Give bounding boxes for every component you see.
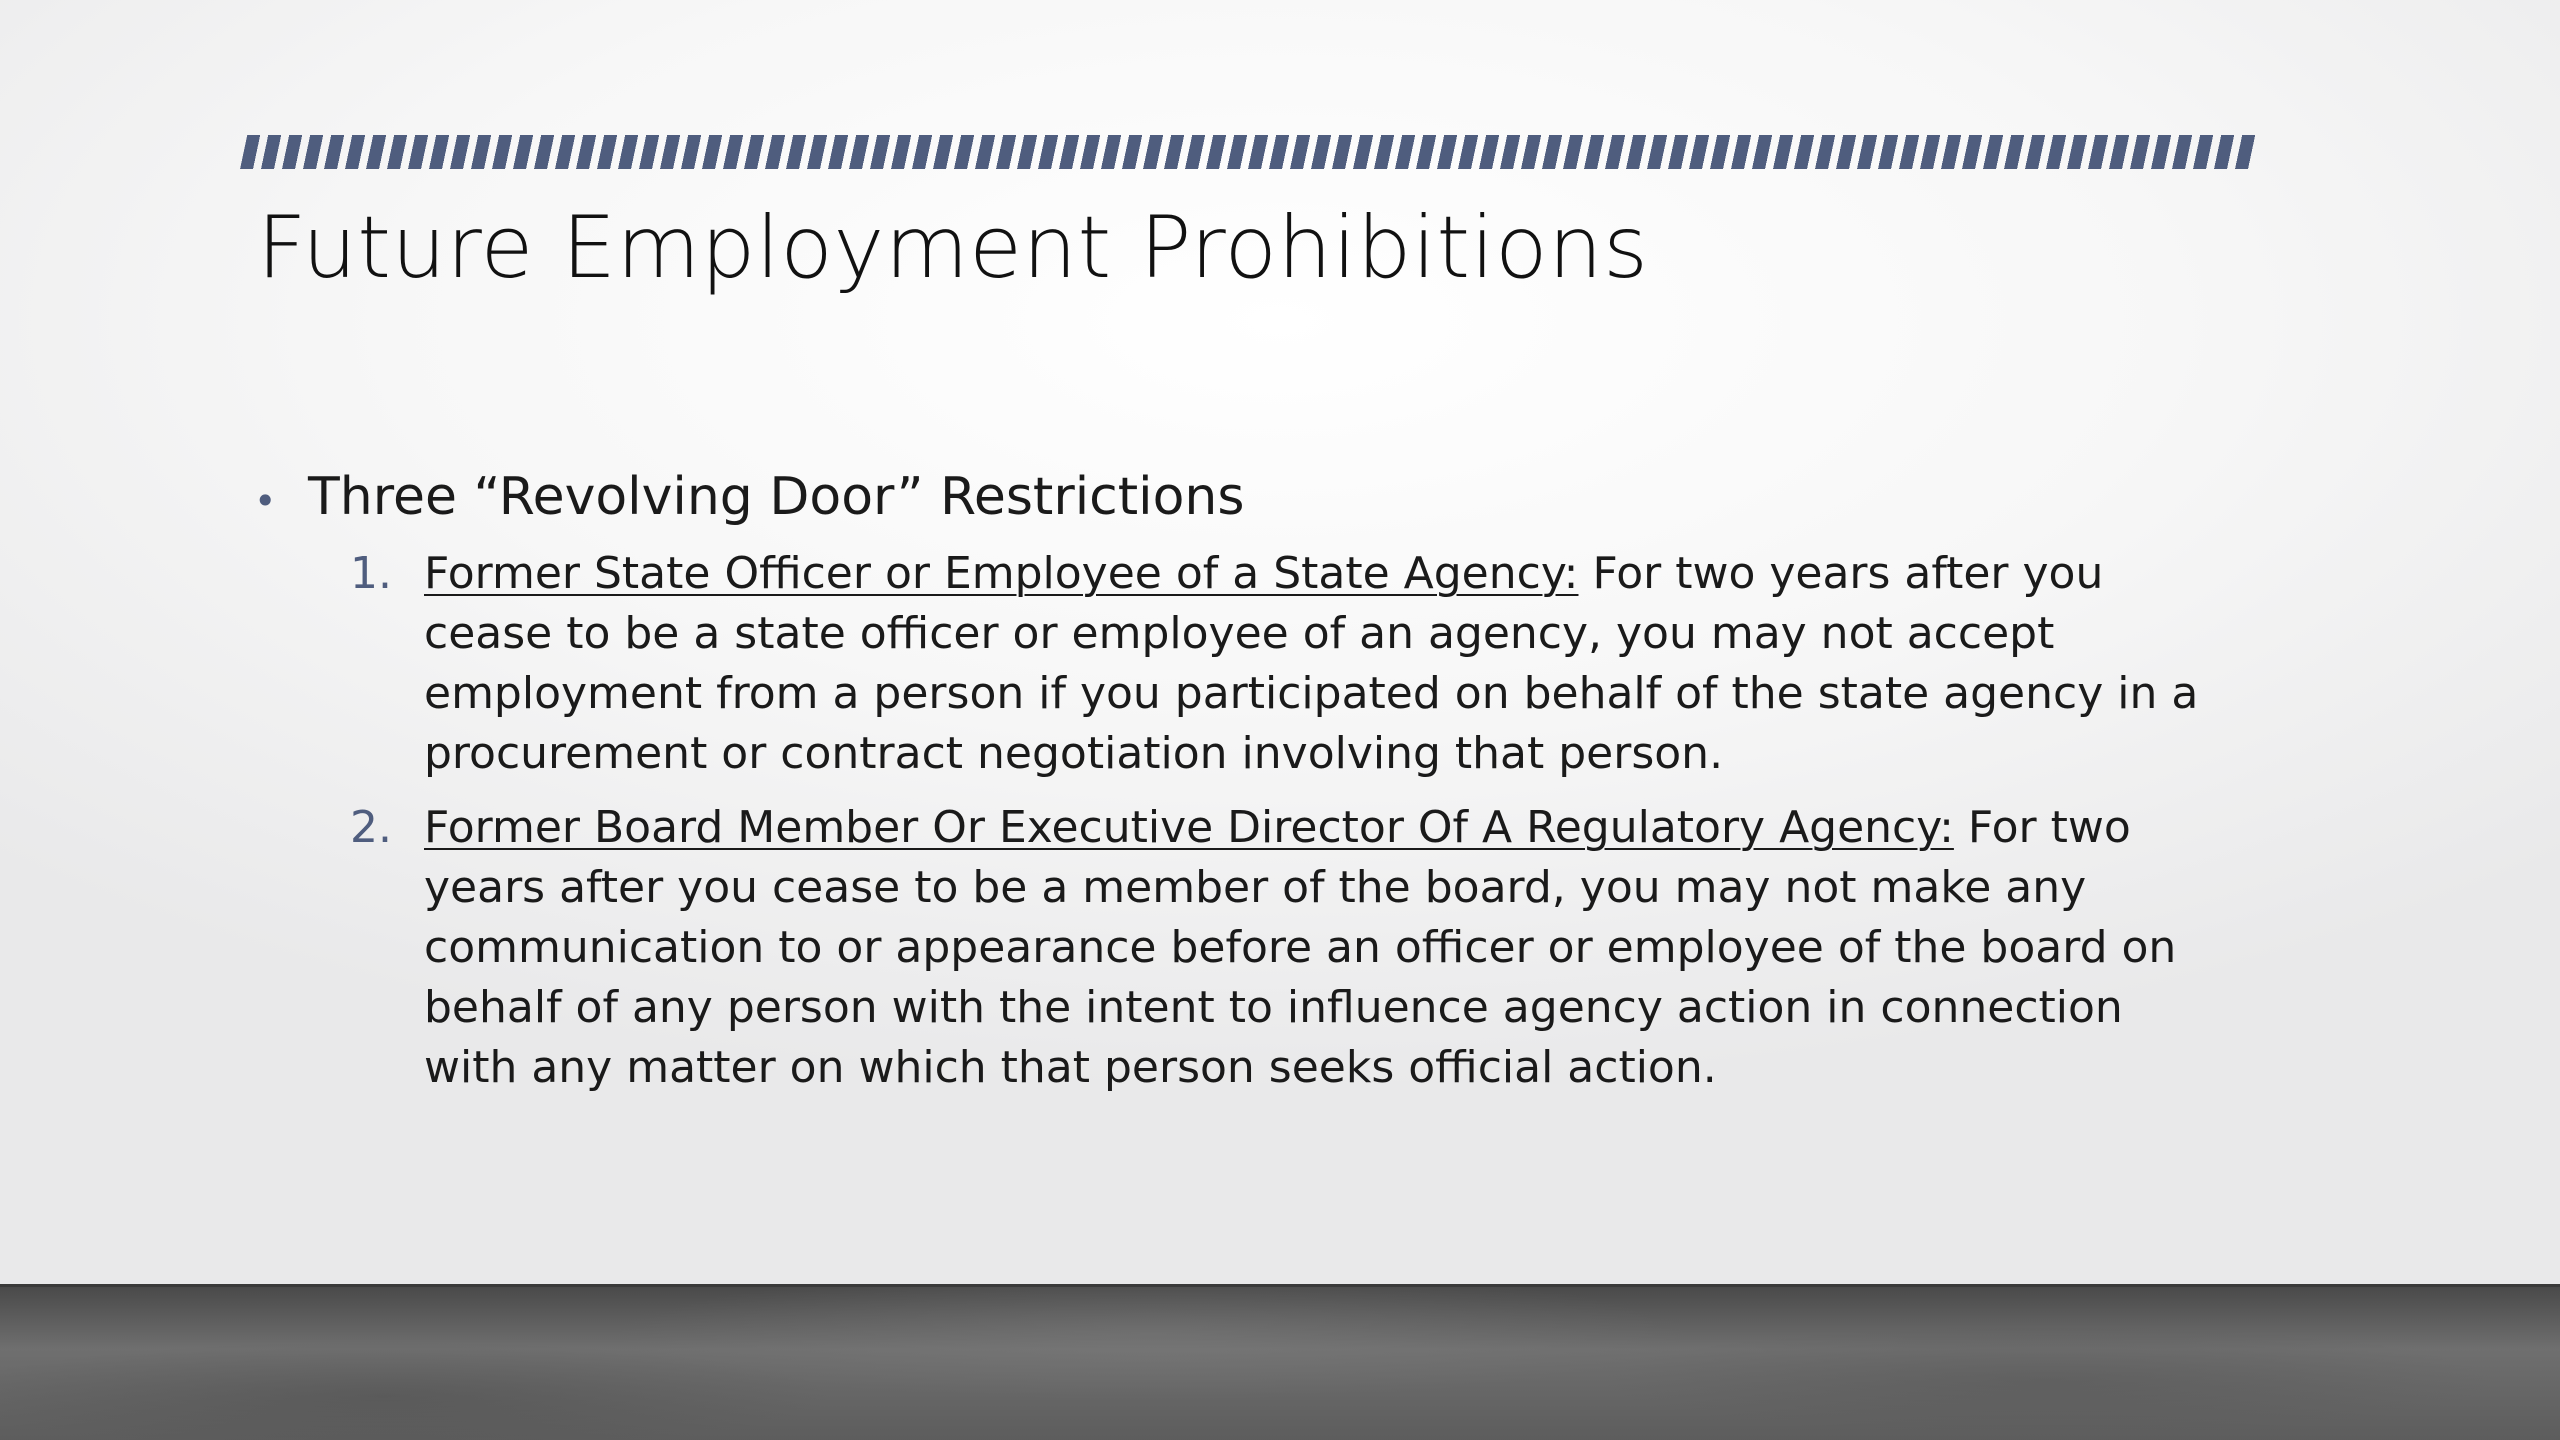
list-item: [250, 798, 2250, 1098]
list-item-heading: Former State Officer or Employee of a State Agency:: [424, 548, 1579, 599]
bullet-icon: •: [254, 479, 277, 523]
floor-background: [0, 1284, 2560, 1440]
list-item: [250, 544, 2250, 784]
list-item-number: 1.: [350, 548, 392, 599]
list-item-body: For two years after you cease to be a state officer or employee of an agency, you may not accept employment from a person if you participated on behalf of the state agency in a procurement or contract negotiation involving that person.: [424, 548, 2199, 779]
list-item-text: [424, 798, 2224, 1098]
numbered-list: [250, 544, 2250, 1098]
bullet-text: Three “Revolving Door” Restrictions: [308, 467, 1245, 527]
slide-title: Future Employment Prohibitions: [257, 198, 1649, 298]
decorative-stripe-bar: [240, 135, 2261, 169]
slide-content: [250, 462, 2250, 1112]
list-item-number: 2.: [350, 802, 392, 853]
bullet-item: [250, 462, 2250, 536]
list-item-heading: Former Board Member Or Executive Director Of A Regulatory Agency:: [424, 802, 1954, 853]
list-item-text: [424, 544, 2224, 784]
list-item-body: For two years after you cease to be a member of the board, you may not make any communication to or appearance before an officer or employee of the board on behalf of any person with the intent to influence agency action in connection with any matter on which that person seeks official action.: [424, 802, 2177, 1093]
